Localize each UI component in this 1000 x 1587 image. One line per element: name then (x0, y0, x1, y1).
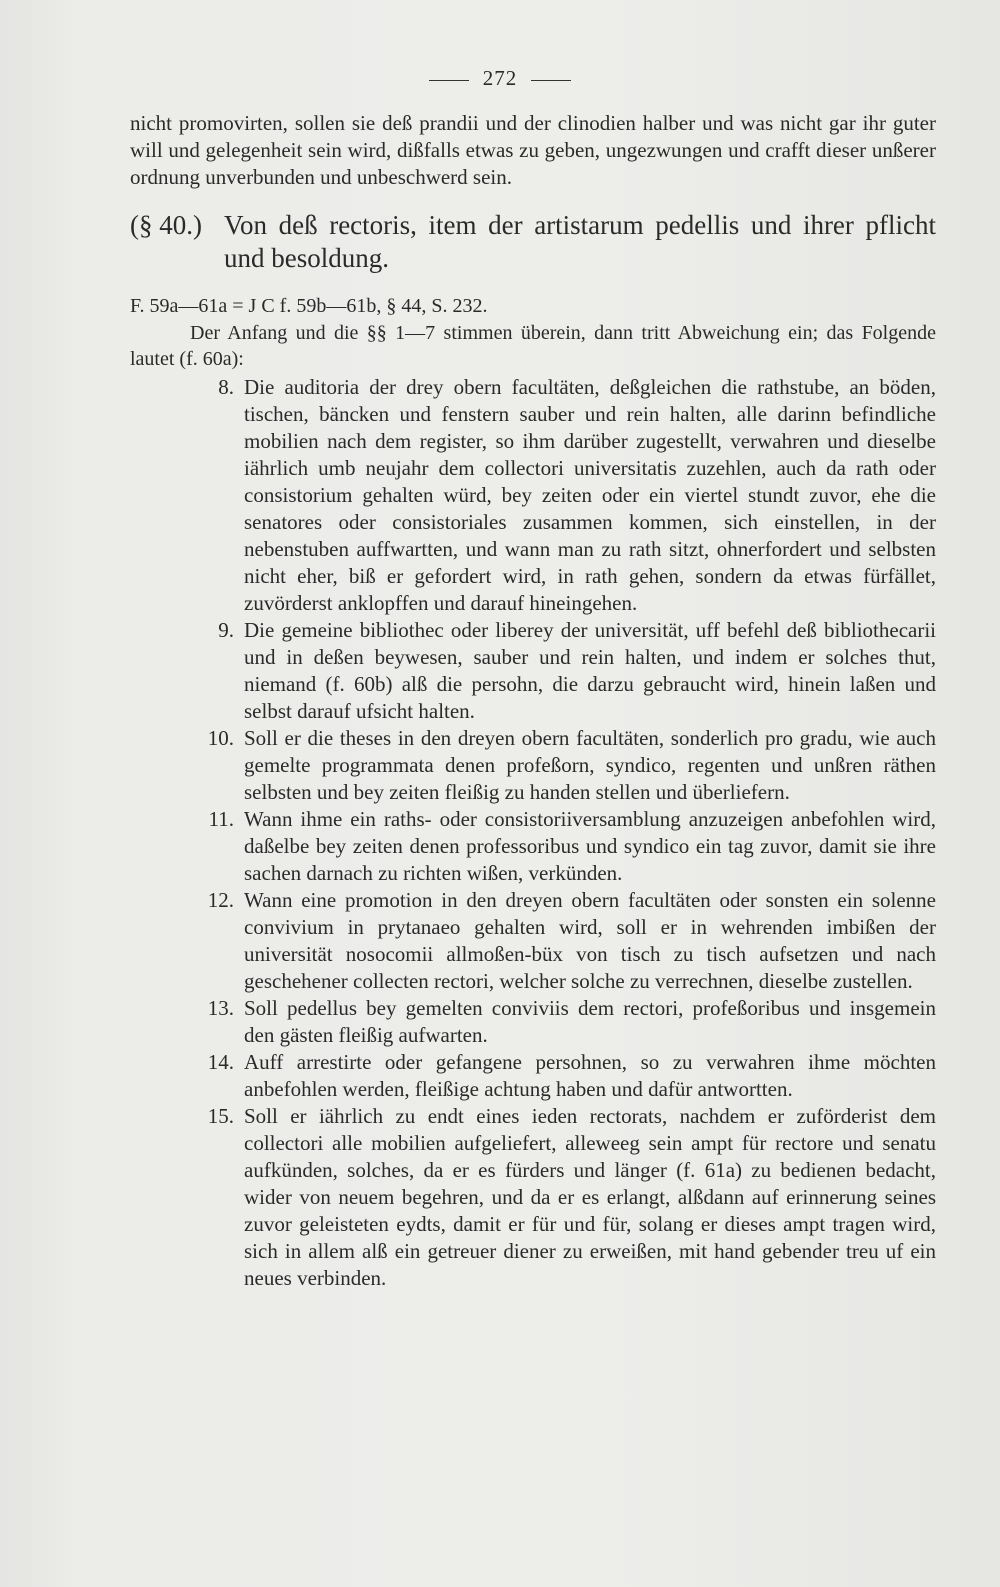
item-text: Auff arrestirte oder gefangene persohnen, so zu verwahren ihme möchten anbefohlen werden, fleißige achtung haben und dafür antwortten. (244, 1050, 936, 1101)
list-item (130, 617, 936, 725)
list-item (130, 725, 936, 806)
item-number: 15. (207, 1104, 234, 1128)
list-item (130, 995, 936, 1049)
list-item (130, 806, 936, 887)
header-rule-left (429, 80, 469, 81)
numbered-list (130, 374, 936, 1292)
list-item (130, 374, 936, 617)
source-reference: F. 59a—61a = J C f. 59b—61b, § 44, S. 232. (130, 295, 488, 317)
item-number: 10. (207, 726, 234, 750)
item-text: Soll pedellus bey gemelten conviviis dem rectori, profeßoribus und insgemein den gästen fleißig aufwarten. (244, 996, 936, 1047)
section-heading (130, 209, 936, 275)
item-number: 12. (207, 888, 234, 912)
item-number: 9. (218, 618, 234, 642)
item-text: Wann ihme ein raths- oder consistoriiversamblung anzuzeigen anbefohlen wird, daßelbe bey zeiten denen professoribus und syndico ein tag zuvor, damit sie ihre sachen darnach zu richten wißen, verkünden. (244, 807, 936, 885)
list-item (130, 1103, 936, 1292)
item-number: 14. (207, 1050, 234, 1074)
item-text: Die auditoria der drey obern facultäten, deßgleichen die rathstube, an böden, tischen, bäncken und fenstern sauber und rein halten, alle darinn befindliche mobilien nach dem register, so ihm darüber zugestellt, verwahren und dieselbe iährlich umb neujahr dem collectori universitatis zuzehlen, auch da rath oder consistorium gehalten würd, bey zeiten oder ein viertel stundt zuvor, ehe die senatores oder consistoriales zusammen kommen, sich einstellen, in der nebenstuben auffwartten, und wann man zu rath sitzt, ohnerfordert und selbsten nicht eher, biß er gefordert wird, in rath gehen, sondern da etwas fürfället, zuvörderst anklopffen und darauf hineingehen. (244, 375, 936, 615)
list-item (130, 887, 936, 995)
page-number: 272 (482, 66, 518, 90)
page-header (0, 66, 1000, 91)
item-number: 13. (207, 996, 234, 1020)
header-rule-right (531, 80, 571, 81)
item-number: 11. (208, 807, 234, 831)
item-number: 8. (218, 375, 234, 399)
item-text: Die gemeine bibliothec oder liberey der universität, uff befehl deß bibliothecarii und in deßen beywesen, sauber und rein halten, und indem er solches thut, niemand (f. 60b) alß die persohn, die darzu gebraucht wird, hinein laßen und selbst darauf ufsicht halten. (244, 618, 936, 723)
list-item (130, 1049, 936, 1103)
item-text: Soll er die theses in den dreyen obern facultäten, sonderlich pro gradu, wie auch gemelte programmata denen profeßorn, syndico, regenten und unßren räthen selbsten und bey zeiten fleißig zu handen stellen und überliefern. (244, 726, 936, 804)
section-number: (§ 40.) (130, 210, 202, 240)
intro-note: Der Anfang und die §§ 1—7 stimmen überein, dann tritt Abweichung ein; das Folgende lautet (f. 60a): (130, 322, 936, 370)
opening-paragraph: nicht promovirten, sollen sie deß prandii und der clinodien halber und was nicht gar ihr guter will und gelegenheit sein wird, dißfalls etwas zu geben, ungezwungen und crafft dieser unßerer ordnung unverbunden und unbeschwerd sein. (130, 111, 936, 189)
section-title: Von deß rectoris, item der artistarum pedellis und ihrer pflicht und besoldung. (224, 210, 936, 273)
page-body (130, 110, 936, 1292)
item-text: Soll er iährlich zu endt eines ieden rectorats, nachdem er zuförderist dem collectori alle mobilien aufgeliefert, alleweeg sein ampt für rectore und senatu aufkünden, solches, da er es fürders und länger (f. 61a) zu bedienen bedacht, wider von neuem begehren, und da er es erlangt, alßdann auf erinnerung seines zuvor geleisteten eydts, damit er für und für, solang er dieses ampt tragen wird, sich in allem alß ein getreuer diener zu erweißen, mit hand gebender treu uf ein neues verbinden. (244, 1104, 936, 1290)
item-text: Wann eine promotion in den dreyen obern facultäten oder sonsten ein solenne convivium in prytanaeo gehalten wird, soll er in wehrenden imbißen der universität nosocomii allmoßen-büx von tisch zu tisch aufsetzen und nach geschehener collecten rectori, welcher solche zu verrechnen, dieselbe zustellen. (244, 888, 936, 993)
